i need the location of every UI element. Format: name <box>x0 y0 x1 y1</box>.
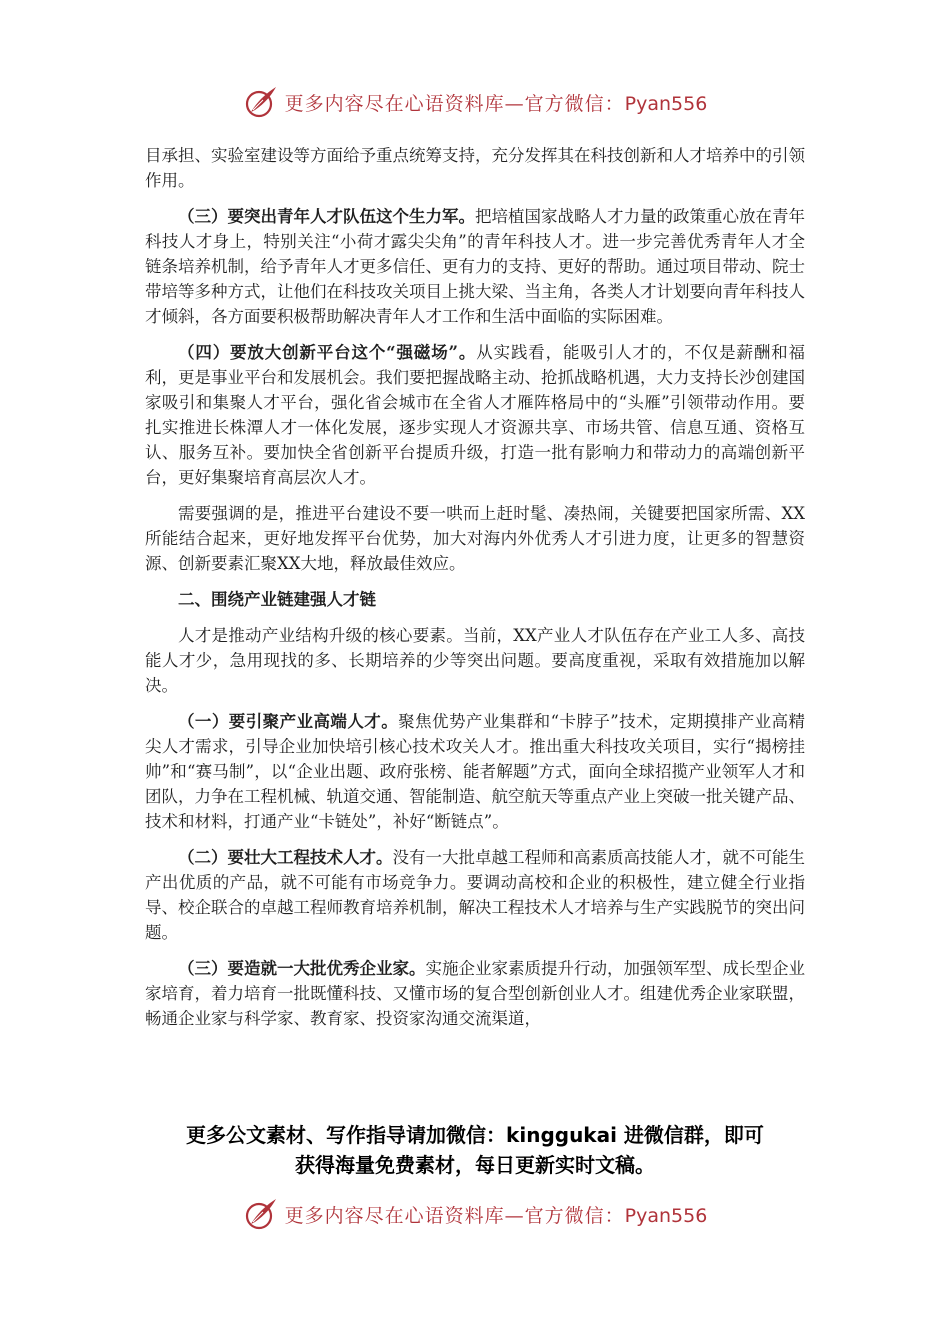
promo-line-1: 更多公文素材、写作指导请加微信：kinggukai 进微信群，即可 <box>186 1123 764 1147</box>
paragraph-title: （三）要造就一大批优秀企业家。 <box>178 959 426 978</box>
paragraph-emphasis: 需要强调的是，推进平台建设不要一哄而上赶时髦、凑热闹，关键要把国家所需、XX所能结合起来，更好地发挥平台优势，加大对海内外优秀人才引进力度，让更多的智慧资源、创新要素汇聚XX大地，释放最佳效应。 <box>145 504 805 573</box>
footer-banner-text: 更多内容尽在心语资料库—官方微信：Pyan556 <box>284 1204 708 1227</box>
paragraph-youth-talent: （三）要突出青年人才队伍这个生力军。把培植国家战略人才力量的政策重心放在青年科技人才身上，特别关注“小荷才露尖尖角”的青年科技人才。进一步完善优秀青年人才全链条培养机制，给予青年人才更多信任、更有力的支持、更好的帮助。通过项目带动、院士带培等多种方式，让他们在科技攻关项目上挑大梁、当主角，各类人才计划要向青年科技人才倾斜，各方面要积极帮助解决青年人才工作和生活中面临的实际困难。 <box>145 207 805 326</box>
paragraph-continued: 目承担、实验室建设等方面给予重点统筹支持，充分发挥其在科技创新和人才培养中的引领作用。 <box>145 146 805 190</box>
quill-logo-icon <box>243 1196 279 1232</box>
header-banner-text: 更多内容尽在心语资料库—官方微信：Pyan556 <box>284 92 708 115</box>
promo-notice <box>100 1120 850 1180</box>
paragraph-entrepreneurs: （三）要造就一大批优秀企业家。实施企业家素质提升行动，加强领军型、成长型企业家培育，着力培育一批既懂科技、又懂市场的复合型创新创业人才。组建优秀企业家联盟，畅通企业家与科学家、教育家、投资家沟通交流渠道， <box>145 959 805 1028</box>
paragraph-title: （四）要放大创新平台这个“强磁场”。 <box>178 343 477 362</box>
footer-banner-contact: Pyan556 <box>624 1204 708 1227</box>
document-body <box>145 143 805 1042</box>
header-banner <box>0 82 950 122</box>
paragraph-title: （三）要突出青年人才队伍这个生力军。 <box>178 207 475 226</box>
paragraph-title: （一）要引聚产业高端人才。 <box>178 712 399 731</box>
paragraph-high-end-talent: （一）要引聚产业高端人才。聚焦优势产业集群和“卡脖子”技术，定期摸排产业高精尖人才需求，引导企业加快培引核心技术攻关人才。推出重大科技攻关项目，实行“揭榜挂帅”和“赛马制”，以“企业出题、政府张榜、能者解题”方式，面向全球招揽产业领军人才和团队，力争在工程机械、轨道交通、智能制造、航空航天等重点产业上突破一批关键产品、技术和材料，打通产业“卡链处”，补好“断链点”。 <box>145 712 806 831</box>
promo-line-2: 获得海量免费素材，每日更新实时文稿。 <box>295 1153 655 1177</box>
header-banner-contact: Pyan556 <box>624 92 708 115</box>
paragraph-engineering-talent: （二）要壮大工程技术人才。没有一大批卓越工程师和高素质高技能人才，就不可能生产出优质的产品，就不可能有市场竞争力。要调动高校和企业的积极性，建立健全行业指导、校企联合的卓越工程师教育培养机制，解决工程技术人才培养与生产实践脱节的突出问题。 <box>145 848 805 942</box>
paragraph-title: （二）要壮大工程技术人才。 <box>178 848 393 867</box>
footer-banner <box>0 1194 950 1234</box>
section-heading: 二、围绕产业链建强人才链 <box>178 590 376 609</box>
paragraph-industry-intro: 人才是推动产业结构升级的核心要素。当前，XX产业人才队伍存在产业工人多、高技能人才少，急用现找的多、长期培养的少等突出问题。要高度重视，采取有效措施加以解决。 <box>145 626 805 695</box>
paragraph-innovation-platform: （四）要放大创新平台这个“强磁场”。从实践看，能吸引人才的，不仅是薪酬和福利，更是事业平台和发展机会。我们要把握战略主动、抢抓战略机遇，大力支持长沙创建国家吸引和集聚人才平台，强化省会城市在全省人才雁阵格局中的“头雁”引领带动作用。要扎实推进长株潭人才一体化发展，逐步实现人才资源共享、市场共管、信息互通、资格互认、服务互补。要加快全省创新平台提质升级，打造一批有影响力和带动力的高端创新平台，更好集聚培育高层次人才。 <box>145 343 806 487</box>
quill-logo-icon <box>243 84 279 120</box>
